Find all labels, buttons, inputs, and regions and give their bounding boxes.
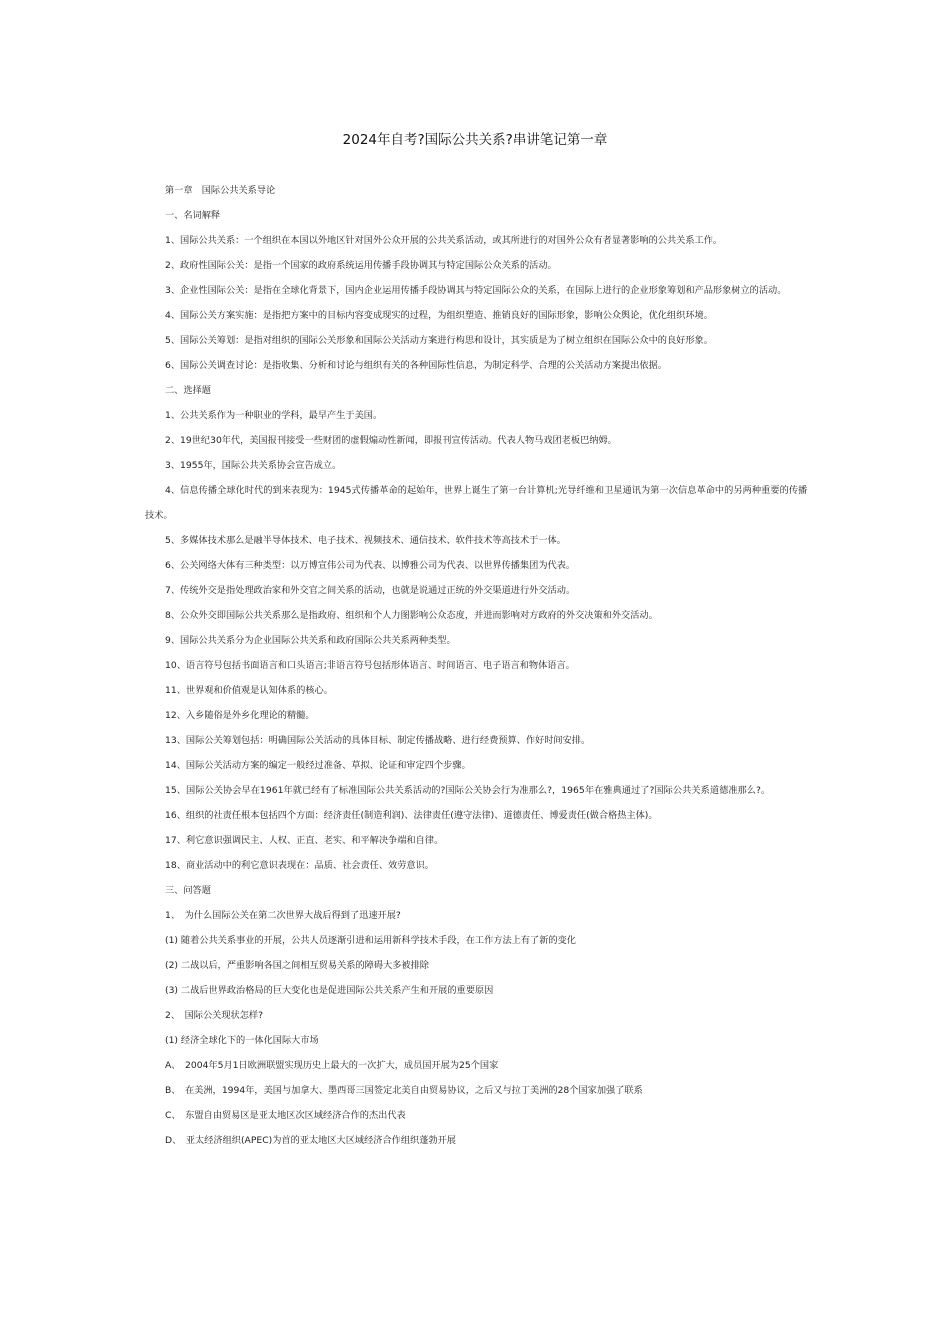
paragraph: 15、国际公关协会早在1961年就已经有了标准国际公共关系活动的?国际公关协会行为准那么?，1965年在雅典通过了?国际公共关系道德准那么?。 <box>165 785 771 796</box>
paragraph: 14、国际公关活动方案的编定一般经过准备、草拟、论证和审定四个步骤。 <box>165 760 471 771</box>
paragraph: 12、入乡随俗是外乡化理论的精髓。 <box>165 710 315 721</box>
section-heading: 三、问答题 <box>165 885 211 896</box>
paragraph: 1、国际公共关系：一个组织在本国以外地区针对国外公众开展的公共关系活动，或其所进行的对国外公众有者显著影响的公共关系工作。 <box>165 235 723 246</box>
document-title: 2024年自考?国际公共关系?串讲笔记第一章 <box>342 132 608 148</box>
paragraph: 16、组织的社责任根本包括四个方面：经济责任(制造利润)、法律责任(遵守法律)、道德责任、博爱责任(做合格热主体)。 <box>165 810 658 821</box>
paragraph: 9、国际公共关系分为企业国际公共关系和政府国际公共关系两种类型。 <box>165 635 456 646</box>
answer-subpoint: A、 2004年5月1日欧洲联盟实现历史上最大的一次扩大，成员国开展为25个国家 <box>165 1060 499 1071</box>
answer-point: (1) 经济全球化下的一体化国际大市场 <box>165 1035 319 1046</box>
answer-point: (2) 二战以后，严重影响各国之间相互贸易关系的障碍大多被排除 <box>165 960 429 971</box>
answer-point: (1) 随着公共关系事业的开展，公共人员逐渐引进和运用新科学技术手段，在工作方法上有了新的变化 <box>165 935 576 946</box>
paragraph: 17、利它意识强调民主、人权、正直、老实、和平解决争端和自律。 <box>165 835 444 846</box>
paragraph: 2、19世纪30年代，美国报刊接受一些财团的虚假煽动性新闻，即报刊宣传活动。代表人物马戏团老板巴纳姆。 <box>165 435 617 446</box>
paragraph: 1、公共关系作为一种职业的学科，最早产生于美国。 <box>165 410 383 421</box>
paragraph: 4、国际公关方案实施：是指把方案中的目标内容变成现实的过程，为组织塑造、推销良好的国际形象，影响公众舆论，优化组织环境。 <box>165 310 713 321</box>
paragraph: 6、国际公关调查讨论：是指收集、分析和讨论与组织有关的各种国际性信息，为制定科学、合理的公关活动方案提出依据。 <box>165 360 667 371</box>
section-heading: 一、名词解释 <box>165 210 221 221</box>
paragraph: 4、信息传播全球化时代的到来表现为：1945式传播革命的起始年，世界上诞生了第一台计算机;光导纤维和卫星通讯为第一次信息革命中的另两种重要的传播技术。 <box>145 485 808 521</box>
answer-point: (3) 二战后世界政治格局的巨大变化也是促进国际公共关系产生和开展的重要原因 <box>165 985 494 996</box>
paragraph: 13、国际公关筹划包括：明确国际公关活动的具体目标、制定传播战略、进行经费预算、作好时间安排。 <box>165 735 591 746</box>
paragraph: 7、传统外交是指处理政治家和外交官之间关系的活动，也就是说通过正统的外交渠道进行外交活动。 <box>165 585 576 596</box>
paragraph: 3、企业性国际公关：是指在全球化背景下，国内企业运用传播手段协调其与特定国际公众的关系，在国际上进行的企业形象筹划和产品形象树立的活动。 <box>165 285 787 296</box>
answer-subpoint: D、 亚太经济组织(APEC)为首的亚太地区大区域经济合作组织蓬勃开展 <box>165 1135 456 1146</box>
document-body <box>145 178 810 1153</box>
paragraph: 10、语言符号包括书面语言和口头语言;非语言符号包括形体语言、时间语言、电子语言和物体语言。 <box>165 660 575 671</box>
question: 1、 为什么国际公关在第二次世界大战后得到了迅速开展? <box>165 910 401 921</box>
paragraph: 5、国际公关筹划：是指对组织的国际公关形象和国际公关活动方案进行构思和设计，其实质是为了树立组织在国际公众中的良好形象。 <box>165 335 713 346</box>
question: 2、 国际公关现状怎样? <box>165 1010 263 1021</box>
paragraph: 2、政府性国际公关：是指一个国家的政府系统运用传播手段协调其与特定国际公众关系的活动。 <box>165 260 557 271</box>
paragraph: 8、公众外交即国际公共关系那么是指政府、组织和个人力图影响公众态度，并进而影响对方政府的外交决策和外交活动。 <box>165 610 658 621</box>
answer-subpoint: B、 在美洲，1994年，美国与加拿大、墨西哥三国签定北美自由贸易协议，之后又与拉丁美洲的28个国家加强了联系 <box>165 1085 643 1096</box>
answer-subpoint: C、 东盟自由贸易区是亚太地区次区域经济合作的杰出代表 <box>165 1110 406 1121</box>
paragraph: 11、世界观和价值观是认知体系的核心。 <box>165 685 333 696</box>
chapter-heading: 第一章 国际公共关系导论 <box>165 185 276 196</box>
section-heading: 二、选择题 <box>165 385 211 396</box>
paragraph: 18、商业活动中的利它意识表现在：品质、社会责任、效劳意识。 <box>165 860 434 871</box>
paragraph: 3、1955年，国际公共关系协会宣告成立。 <box>165 460 342 471</box>
paragraph: 6、公关网络大体有三种类型：以万博宣伟公司为代表、以博雅公司为代表、以世界传播集团为代表。 <box>165 560 576 571</box>
paragraph: 5、多媒体技术那么是融半导体技术、电子技术、视频技术、通信技术、软件技术等高技术于一体。 <box>165 535 566 546</box>
